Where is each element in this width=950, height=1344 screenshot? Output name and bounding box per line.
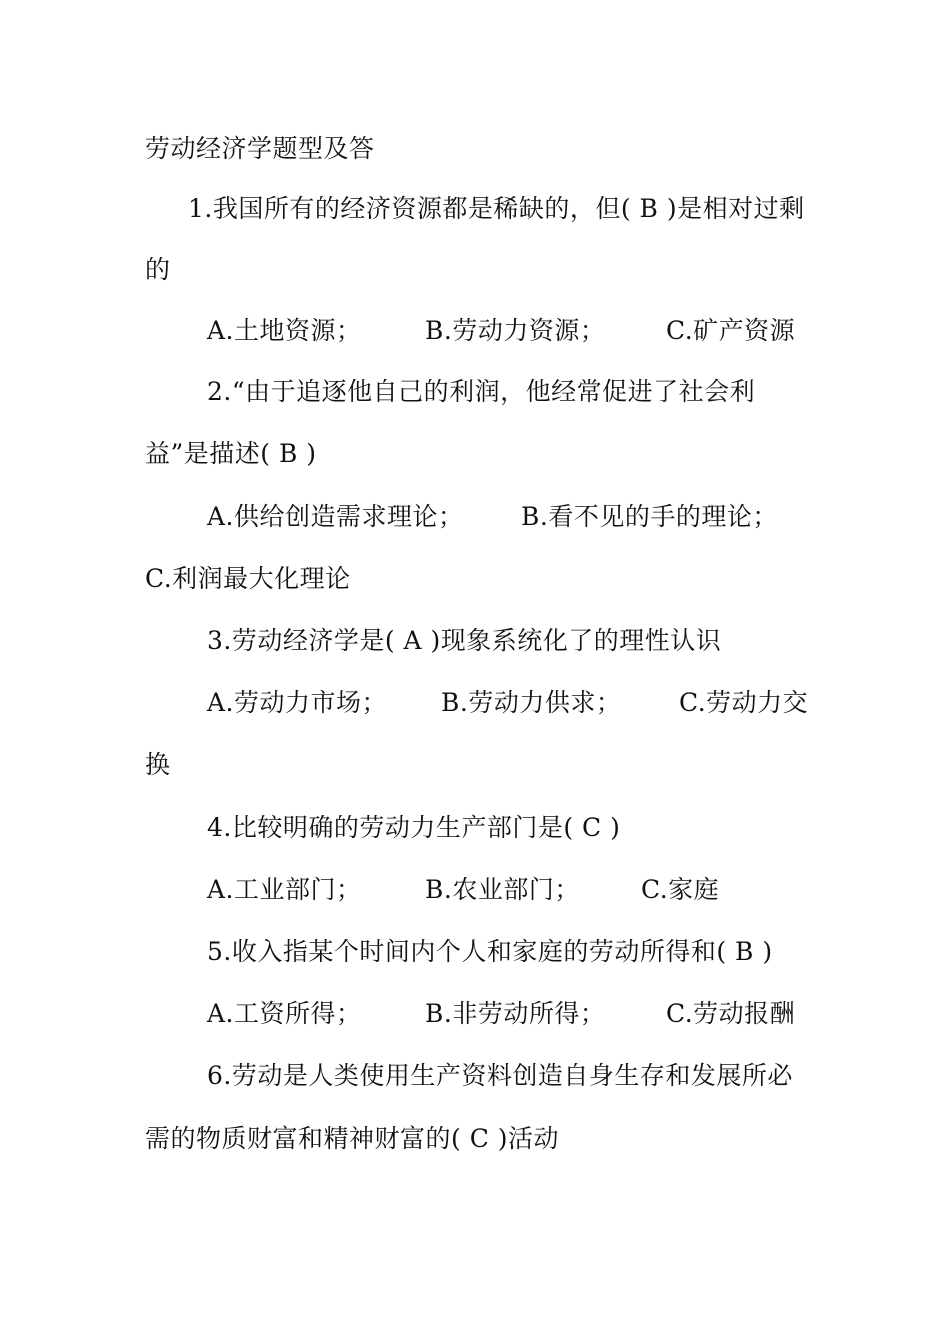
question-1-stem-cont: 的: [145, 255, 171, 284]
question-1-stem: 1.我国所有的经济资源都是稀缺的，但( B )是相对过剩: [188, 194, 805, 223]
question-6-stem-cont: 需的物质财富和精神财富的( C )活动: [145, 1124, 560, 1153]
question-3-stem: 3.劳动经济学是( A )现象系统化了的理性认识: [207, 626, 722, 655]
question-5-stem: 5.收入指某个时间内个人和家庭的劳动所得和( B ): [207, 937, 773, 966]
question-2-option-c: C.利润最大化理论: [145, 564, 351, 593]
question-5-option-c: C.劳动报酬: [666, 999, 796, 1028]
question-3-option-b: B.劳动力供求；: [441, 688, 622, 717]
question-4-option-c: C.家庭: [641, 875, 720, 904]
question-5-option-b: B.非劳动所得；: [425, 999, 606, 1028]
question-4-stem: 4.比较明确的劳动力生产部门是( C ): [207, 813, 621, 842]
question-5-option-a: A.工资所得；: [207, 999, 362, 1028]
document-title: 劳动经济学题型及答: [145, 134, 375, 163]
question-3-option-a: A.劳动力市场；: [207, 688, 388, 717]
question-1-option-b: B.劳动力资源；: [425, 316, 606, 345]
question-2-stem: 2.“由于追逐他自己的利润，他经常促进了社会利: [207, 377, 756, 406]
question-6-stem: 6.劳动是人类使用生产资料创造自身生存和发展所必: [207, 1061, 793, 1090]
question-4-option-a: A.工业部门；: [207, 875, 362, 904]
question-3-option-c: C.劳动力交: [679, 688, 809, 717]
question-1-option-c: C.矿产资源: [666, 316, 796, 345]
question-3-option-c-cont: 换: [145, 750, 171, 779]
question-2-option-b: B.看不见的手的理论；: [521, 502, 778, 531]
question-2-option-a: A.供给创造需求理论；: [207, 502, 464, 531]
question-2-stem-cont: 益”是描述( B ): [145, 439, 317, 468]
question-4-option-b: B.农业部门；: [425, 875, 580, 904]
question-1-option-a: A.土地资源；: [207, 316, 362, 345]
